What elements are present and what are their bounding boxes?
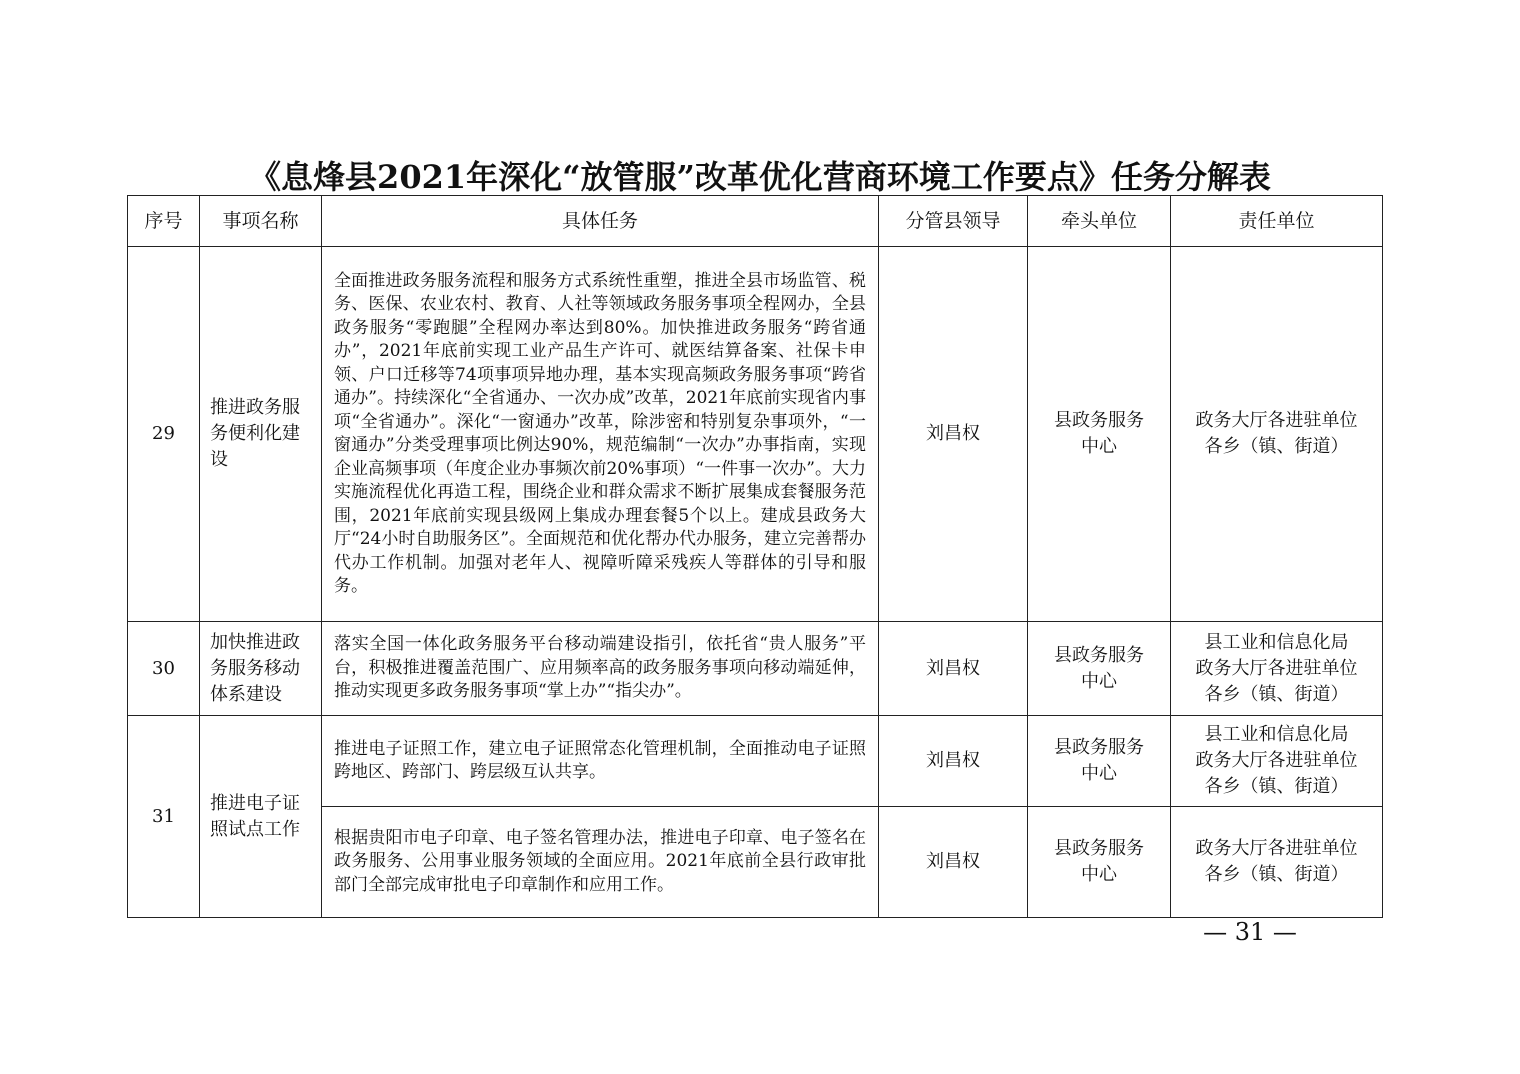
row-leader: 刘昌权 bbox=[879, 622, 1028, 716]
row-leader: 刘昌权 bbox=[879, 247, 1028, 622]
page-number: — 31 — bbox=[1203, 918, 1297, 946]
row-no: 31 bbox=[128, 716, 200, 918]
row-leader: 刘昌权 bbox=[879, 807, 1028, 918]
header-lead-unit: 牵头单位 bbox=[1028, 196, 1171, 247]
row-name: 加快推进政务服务移动体系建设 bbox=[200, 622, 322, 716]
row-task: 全面推进政务服务流程和服务方式系统性重塑，推进全县市场监管、税务、医保、农业农村、教育、人社等领域政务服务事项全程网办，全县政务服务“零跑腿”全程网办率达到80%。加快推进政务服务“跨省通办”，2021年底前实现工业产品生产许可、就医结算备案、社保卡申领、户口迁移等74项事项异地办理，基本实现高频政务服务事项“跨省通办”。持续深化“全省通办、一次办成”改革，2021年底前实现省内事项“全省通办”。深化“一窗通办”改革，除涉密和特别复杂事项外，“一窗通办”分类受理事项比例达90%，规范编制“一次办”办事指南，实现企业高频事项（年度企业办事频次前20%事项）“一件事一次办”。大力实施流程优化再造工程，围绕企业和群众需求不断扩展集成套餐服务范围，2021年底前实现县级网上集成办理套餐5个以上。建成县政务大厅“24小时自助服务区”。全面规范和优化帮办代办服务，建立完善帮办代办工作机制。加强对老年人、视障听障采残疾人等群体的引导和服务。 bbox=[322, 247, 879, 622]
document-title: 《息烽县2021年深化“放管服”改革优化营商环境工作要点》任务分解表 bbox=[249, 158, 1271, 196]
row-no: 30 bbox=[128, 622, 200, 716]
row-resp-unit: 政务大厅各进驻单位 各乡（镇、街道） bbox=[1171, 247, 1383, 622]
row-name: 推进政务服务便利化建设 bbox=[200, 247, 322, 622]
header-resp-unit: 责任单位 bbox=[1171, 196, 1383, 247]
row-task: 落实全国一体化政务服务平台移动端建设指引，依托省“贵人服务”平台，积极推进覆盖范围广、应用频率高的政务服务事项向移动端延伸，推动实现更多政务服务事项“掌上办”“指尖办”。 bbox=[322, 622, 879, 716]
header-name: 事项名称 bbox=[200, 196, 322, 247]
table-row bbox=[128, 622, 1383, 716]
header-leader: 分管县领导 bbox=[879, 196, 1028, 247]
row-task: 推进电子证照工作，建立电子证照常态化管理机制，全面推动电子证照跨地区、跨部门、跨层级互认共享。 bbox=[322, 716, 879, 807]
row-lead-unit: 县政务服务 中心 bbox=[1028, 807, 1171, 918]
table-header-row bbox=[128, 196, 1383, 247]
row-resp-unit: 政务大厅各进驻单位 各乡（镇、街道） bbox=[1171, 807, 1383, 918]
row-name: 推进电子证照试点工作 bbox=[200, 716, 322, 918]
row-lead-unit: 县政务服务 中心 bbox=[1028, 247, 1171, 622]
row-lead-unit: 县政务服务 中心 bbox=[1028, 716, 1171, 807]
header-task: 具体任务 bbox=[322, 196, 879, 247]
row-resp-unit: 县工业和信息化局 政务大厅各进驻单位 各乡（镇、街道） bbox=[1171, 716, 1383, 807]
table-row bbox=[128, 247, 1383, 622]
row-lead-unit: 县政务服务 中心 bbox=[1028, 622, 1171, 716]
table-row bbox=[128, 716, 1383, 807]
task-table bbox=[127, 195, 1383, 918]
row-leader: 刘昌权 bbox=[879, 716, 1028, 807]
row-resp-unit: 县工业和信息化局 政务大厅各进驻单位 各乡（镇、街道） bbox=[1171, 622, 1383, 716]
row-task: 根据贵阳市电子印章、电子签名管理办法，推进电子印章、电子签名在政务服务、公用事业服务领域的全面应用。2021年底前全县行政审批部门全部完成审批电子印章制作和应用工作。 bbox=[322, 807, 879, 918]
header-no: 序号 bbox=[128, 196, 200, 247]
row-no: 29 bbox=[128, 247, 200, 622]
